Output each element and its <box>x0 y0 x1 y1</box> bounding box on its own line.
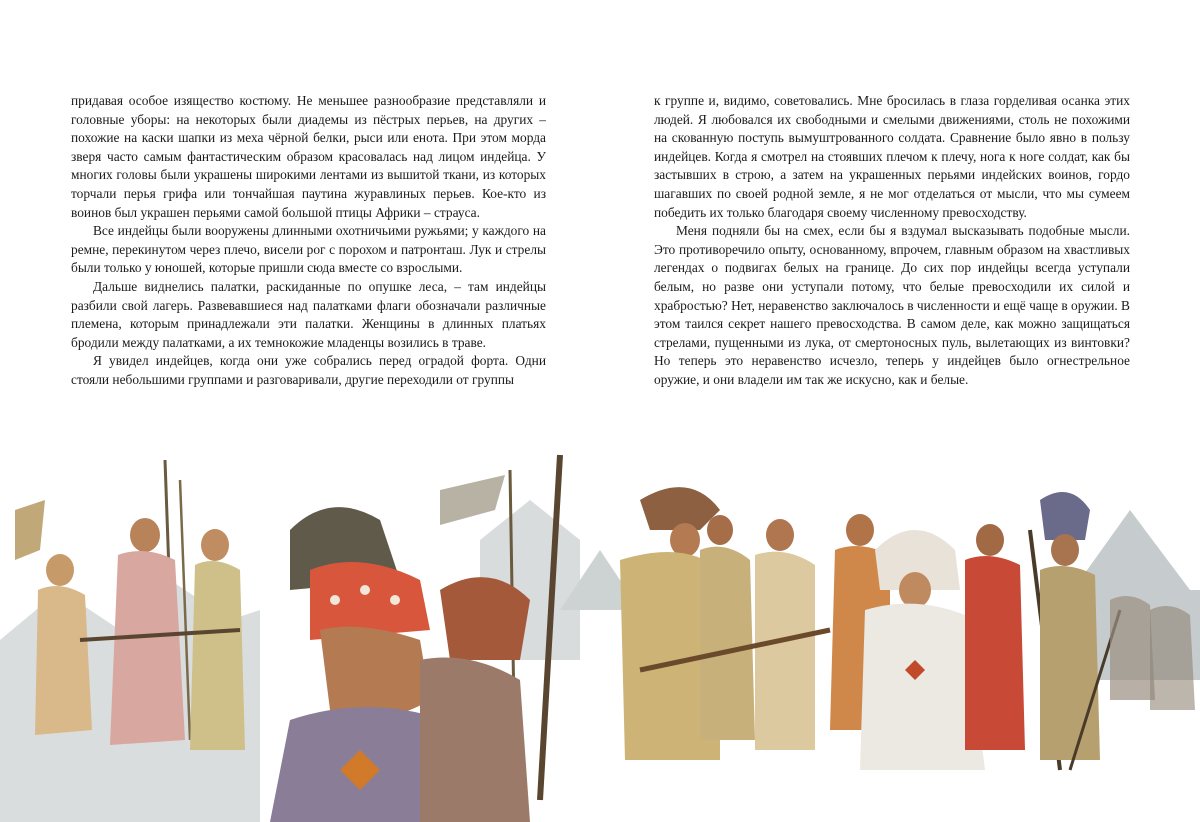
paragraph: Дальше виднелись палатки, раскиданные по опушке леса, – там индейцы разбили свой лагерь. Развевавшиеся над палатками флаги обозначали различные племена, которым принадлежали эти палатки. Женщины в длинных платьях бродили между палатками, а их темнокожие младенцы возились в траве. <box>71 278 546 350</box>
paragraph: Я увидел индейцев, когда они уже собрались перед оградой форта. Одни стояли небольшими группами и разговаривали, другие переходили от группы <box>71 353 546 387</box>
left-page-text <box>71 92 546 390</box>
figure-group-right <box>620 487 1120 770</box>
paragraph: Меня подняли бы на смех, если бы я вздумал высказывать подобные мысли. Это противоречило опыту, основанному, впрочем, главным образом на хвастливых легендах о подвигах белых на границе. До сих пор индейцы всегда уступали белым, но разве они уступали потому, что белые превосходили их силой и храбростью? Нет, неравенство заключалось в численности и ещё чаще в оружии. В этом таился секрет нашего превосходства. В самом деле, как можно защищаться стрелами, пущенными из лука, от смертоносных пуль, вылетающих из винтовки? Но теперь это неравенство исчезло, теперь у индейцев было огнестрельное оружие, и они владели им так же искусно, как и белые. <box>654 223 1130 387</box>
paragraph: Все индейцы были вооружены длинными охотничьими ружьями; у каждого на ремне, перекинутом через плечо, висели рог с порохом и патронташ. Лук и стрелы были только у юношей, которые пришли сюда вместе со взрослыми. <box>71 223 546 276</box>
figure-group-left <box>35 518 245 750</box>
illustration-indian-gathering <box>0 440 1200 822</box>
right-page-text <box>654 92 1130 390</box>
paragraph: к группе и, видимо, советовались. Мне бросилась в глаза горделивая осанка этих людей. Я любовался их свободными и смелыми движениями, столь не похожими на скованную поступь вымуштрованного солдата. Сравнение было явно в пользу индейцев. Когда я смотрел на стоявших плечом к плечу, нога к ноге солдат, как бы застывших в строю, а затем на украшенных перьями индейских воинов, гордо шагавших по своей родной земле, я не мог отделаться от мысли, что мы сумеем победить их только благодаря своему численному превосходству. <box>654 93 1130 220</box>
paragraph: придавая особое изящество костюму. Не меньшее разнообразие представляли и головные уборы: на некоторых были диадемы из пёстрых перьев, на других – похожие на каски шапки из меха чёрной белки, рыси или енота. При этом морда зверя часто самым фантастическим образом красовалась над лицом индейца. У многих головы были украшены широкими лентами из вышитой ткани, из которых торчали перья грифа или тончайшая паутина журавлиных перьев. Кое-кто из воинов был украшен перьями самой большой птицы Африки – страуса. <box>71 93 546 220</box>
